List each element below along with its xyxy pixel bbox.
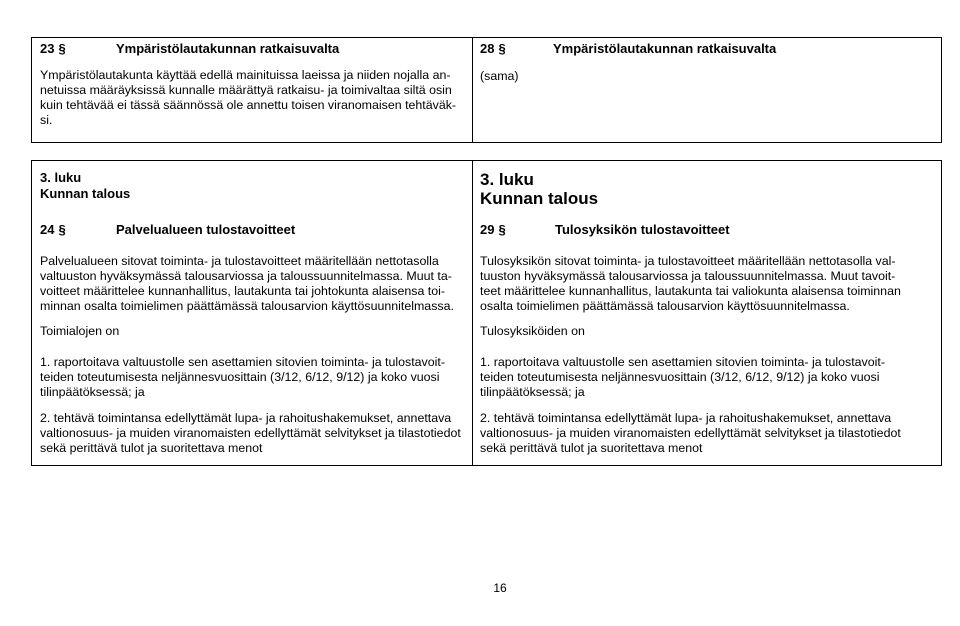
text-line: Palvelualueen sitovat toiminta- ja tulostavoitteet määritellään nettotasolla [40, 254, 439, 268]
list-intro: Tulosyksiköiden on [480, 324, 585, 338]
text-line: voitteet määrittelee kunnanhallitus, lautakunta tai johtokunta alaisensa toi- [40, 284, 446, 298]
text-line: teiden toteutumisesta neljännesvuosittain (3/12, 6/12, 9/12) ja koko vuosi [40, 370, 440, 384]
section-symbol: § [498, 41, 506, 56]
text-line: Tulosyksikön sitovat toiminta- ja tulostavoitteet määritellään nettotasolla val- [480, 254, 896, 268]
text-line: 2. tehtävä toimintansa edellyttämät lupa- ja rahoitushakemukset, annettava [40, 411, 452, 425]
bottom-right-cell [472, 160, 942, 466]
page-number: 16 [493, 581, 507, 595]
section-title: Palvelualueen tulostavoitteet [116, 222, 296, 237]
chapter-number: 3. luku [40, 170, 82, 185]
section-number: 28 [480, 41, 495, 56]
text-line: tilinpäätöksessä; ja [480, 385, 585, 399]
text-line: valtionosuus- ja muiden viranomaisten edellyttämät selvitykset ja tilastotiedot [480, 426, 901, 440]
text-line: valtionosuus- ja muiden viranomaisten edellyttämät selvitykset ja tilastotiedot [40, 426, 461, 440]
text-line: teiden toteutumisesta neljännesvuosittain (3/12, 6/12, 9/12) ja koko vuosi [480, 370, 880, 384]
section-heading [480, 222, 506, 238]
bottom-left-cell [31, 160, 473, 466]
text-line: minnan osalta toimielimen päättämässä talousarvion käyttösuunnitelmassa. [40, 299, 454, 313]
text-line: valtuuston hyväksymässä talousarviossa ja taloussuunnitelmassa. Muut ta- [40, 269, 452, 283]
list-item-1 [40, 355, 445, 400]
list-item-1 [480, 355, 885, 400]
text-line: 1. raportoitava valtuustolle sen asettamien sitovien toiminta- ja tulostavoit- [40, 355, 445, 369]
section-title: Tulosyksikön tulostavoitteet [555, 222, 730, 237]
section-heading [480, 41, 506, 57]
text-line: osalta toimielimen päättämässä talousarvion käyttösuunnitelmassa. [480, 299, 850, 313]
section-title: Ympäristölautakunnan ratkaisuvalta [553, 41, 777, 56]
chapter-title: Kunnan talous [40, 186, 131, 201]
section-number: 24 [40, 222, 55, 237]
top-right-cell [472, 37, 942, 143]
section-number: 23 [40, 41, 55, 56]
chapter-number: 3. luku [480, 170, 534, 189]
list-item-2 [480, 411, 901, 456]
text-line: si. [40, 113, 53, 127]
section-title: Ympäristölautakunnan ratkaisuvalta [116, 41, 340, 56]
section-number: 29 [480, 222, 495, 237]
chapter-title: Kunnan talous [480, 189, 599, 208]
section-body [40, 68, 456, 128]
text-line: tilinpäätöksessä; ja [40, 385, 145, 399]
section-symbol: § [58, 222, 66, 237]
text-line: teet määrittelee kunnanhallitus, lautakunta tai valiokunta alaisensa toiminnan [480, 284, 901, 298]
text-line: kuin tehtävää ei tässä säännössä ole annettu toisen viranomaisen tehtäväk- [40, 98, 457, 112]
section-heading [40, 41, 66, 57]
list-item-2 [40, 411, 461, 456]
section-symbol: § [58, 41, 66, 56]
section-note: (sama) [480, 69, 519, 83]
paragraph [480, 254, 901, 314]
text-line: Ympäristölautakunta käyttää edellä mainituissa laeissa ja niiden nojalla an- [40, 68, 451, 82]
paragraph [40, 254, 454, 314]
top-left-cell [31, 37, 473, 143]
section-heading [40, 222, 66, 238]
section-symbol: § [498, 222, 506, 237]
text-line: 1. raportoitava valtuustolle sen asettamien sitovien toiminta- ja tulostavoit- [480, 355, 885, 369]
text-line: 2. tehtävä toimintansa edellyttämät lupa- ja rahoitushakemukset, annettava [480, 411, 892, 425]
text-line: sekä perittävä tulot ja suoritettava menot [480, 441, 703, 455]
list-intro: Toimialojen on [40, 324, 120, 338]
text-line: tuuston hyväksymässä talousarviossa ja taloussuunnitelmassa. Muut tavoit- [480, 269, 896, 283]
text-line: sekä perittävä tulot ja suoritettava menot [40, 441, 263, 455]
text-line: netuissa määräyksissä kunnalle määrättyä ratkaisu- ja toimivaltaa siltä osin [40, 83, 452, 97]
